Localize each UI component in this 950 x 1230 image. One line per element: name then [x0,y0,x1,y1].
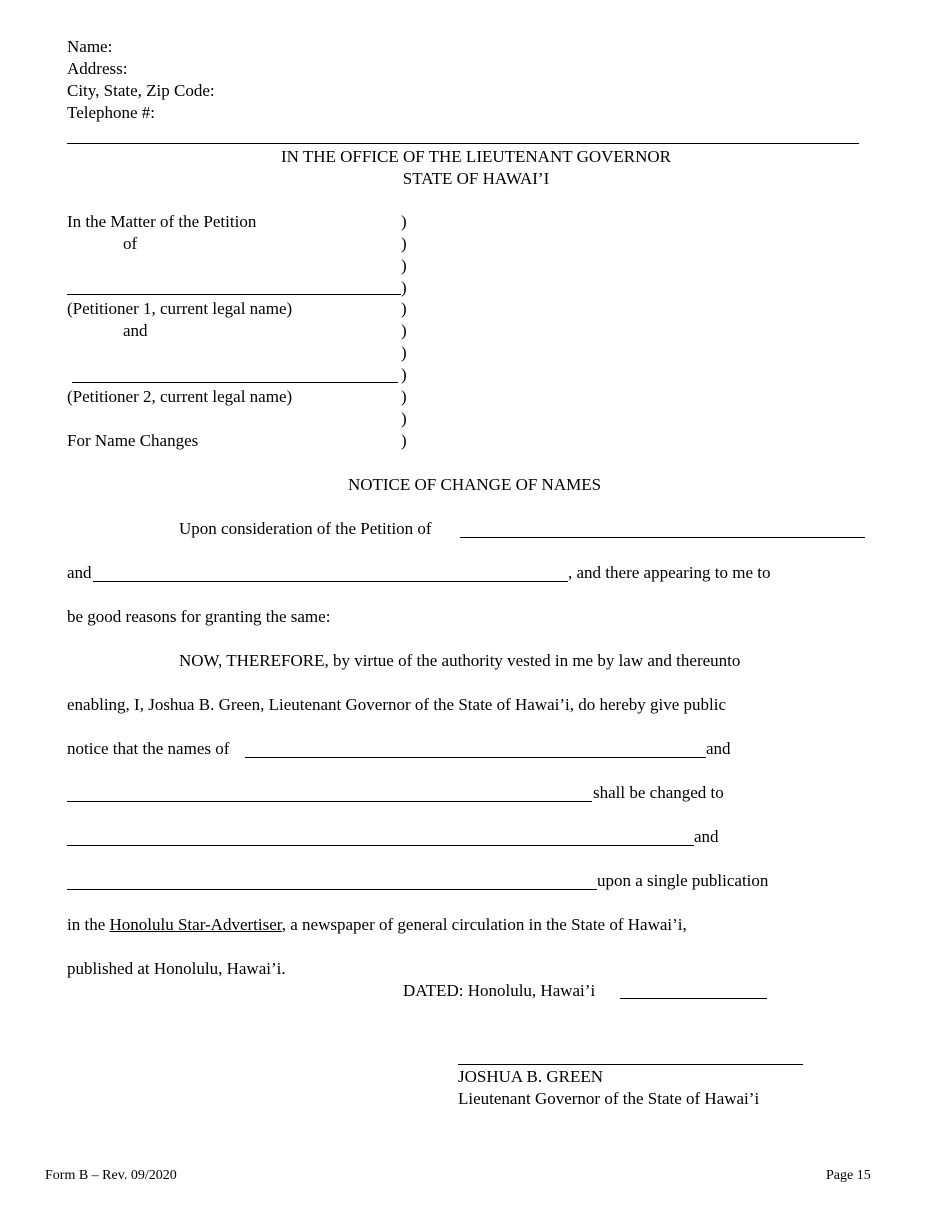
dated-label: DATED: Honolulu, Hawai’i [403,981,596,1000]
body-appearing-text: , and there appearing to me to [568,563,771,582]
body-in-the: in the [67,915,110,934]
caption-matter: In the Matter of the Petition [67,212,257,231]
caption-paren: ) [401,431,407,450]
body-now-therefore: NOW, THEREFORE, by virtue of the authority vested in me by law and thereunto [179,651,741,670]
form-revision: Form B – Rev. 09/2020 [45,1168,177,1183]
telephone-label: Telephone #: [67,103,156,122]
name-label: Name: [67,37,113,56]
petitioner2-name-line[interactable] [72,382,398,383]
signatory-title: Lieutenant Governor of the State of Hawai’i [458,1089,760,1108]
caption-paren: ) [401,234,407,253]
caption-petitioner2: (Petitioner 2, current legal name) [67,387,293,406]
petitioner2-blank[interactable] [93,581,568,582]
body-newspaper-line [67,914,687,936]
petitioner1-name-line[interactable] [67,294,401,295]
state-heading: STATE OF HAWAI’I [402,169,550,188]
current-name1-blank[interactable] [245,757,706,758]
body-and: and [694,827,719,846]
caption-paren: ) [401,343,407,362]
caption-petitioner1: (Petitioner 1, current legal name) [67,299,293,318]
caption-paren: ) [401,409,407,428]
body-enabling: enabling, I, Joshua B. Green, Lieutenant Governor of the State of Hawai’i, do hereby give public [67,695,727,714]
page-number: Page 15 [826,1168,871,1183]
body-petition-text: Upon consideration of the Petition of [179,519,432,538]
office-heading: IN THE OFFICE OF THE LIEUTENANT GOVERNOR [280,147,672,166]
date-blank[interactable] [620,998,767,999]
petitioner1-blank[interactable] [460,537,865,538]
newspaper-name: Honolulu Star-Advertiser [109,915,282,934]
body-notice-names: notice that the names of [67,739,230,758]
body-newspaper-rest: , a newspaper of general circulation in the State of Hawai’i, [281,915,687,934]
caption-paren: ) [401,256,407,275]
caption-paren: ) [401,278,407,297]
body-shall-be-changed: shall be changed to [593,783,724,802]
body-published: published at Honolulu, Hawai’i. [67,959,286,978]
caption-and: and [123,321,148,340]
caption-paren: ) [401,299,407,318]
body-good-reasons: be good reasons for granting the same: [67,607,331,626]
new-name1-blank[interactable] [67,845,694,846]
header-divider [67,143,859,144]
signature-line[interactable] [458,1064,803,1065]
notice-title: NOTICE OF CHANGE OF NAMES [347,475,602,494]
new-name2-blank[interactable] [67,889,597,890]
signatory-name: JOSHUA B. GREEN [458,1067,603,1086]
body-and: and [67,563,92,582]
address-label: Address: [67,59,128,78]
caption-for-name-changes: For Name Changes [67,431,199,450]
current-name2-blank[interactable] [67,801,592,802]
body-upon-publication: upon a single publication [597,871,769,890]
caption-of: of [123,234,138,253]
caption-paren: ) [401,212,407,231]
caption-paren: ) [401,365,407,384]
caption-paren: ) [401,387,407,406]
city-state-zip-label: City, State, Zip Code: [67,81,215,100]
caption-paren: ) [401,321,407,340]
body-and: and [706,739,731,758]
